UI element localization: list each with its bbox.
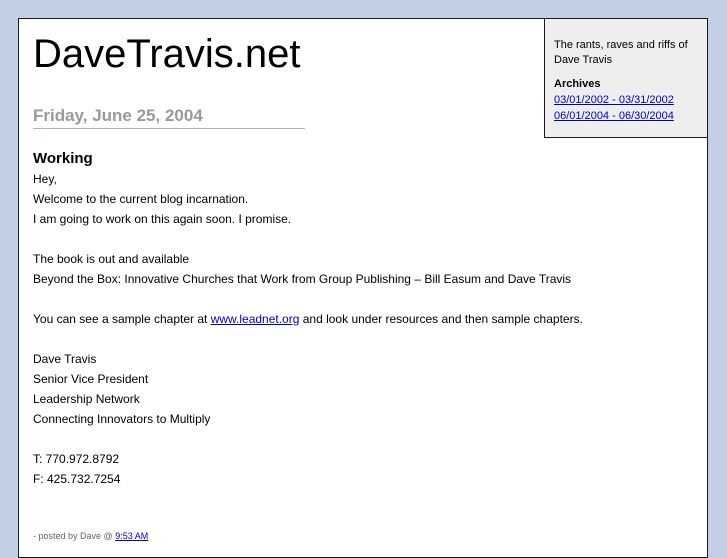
post-line: Hey,	[33, 172, 57, 186]
blog-title: DaveTravis.net	[33, 32, 301, 76]
signature-fax: F: 425.732.7254	[33, 472, 121, 486]
archive-link-2002-03[interactable]: 03/01/2002 - 03/31/2002	[554, 94, 674, 106]
signature-slogan: Connecting Innovators to Multiply	[33, 412, 211, 426]
post-date-header: Friday, June 25, 2004	[33, 106, 305, 129]
signature-phone: T: 770.972.8792	[33, 452, 120, 466]
leadnet-link[interactable]: www.leadnet.org	[210, 312, 300, 326]
post-blank-line	[33, 329, 633, 349]
archives-heading: Archives	[554, 78, 601, 90]
post-line-book-title: Beyond the Box: Innovative Churches that Work from Group Publishing – Bill Easum and Dave Travis	[33, 272, 572, 286]
post-body	[33, 169, 633, 489]
post-line: Welcome to the current blog incarnation.	[33, 192, 249, 206]
archive-list-item	[554, 92, 700, 108]
post-permalink-time[interactable]: 9:53 AM	[115, 531, 149, 541]
sample-chapter-text-after: and look under resources and then sample chapters.	[299, 312, 583, 326]
post-blank-line	[33, 289, 633, 309]
blog-tagline: The rants, raves and riffs of Dave Travis	[554, 39, 688, 66]
signature-organization: Leadership Network	[33, 392, 140, 406]
post-line: I am going to work on this again soon. I promise.	[33, 212, 292, 226]
signature-name: Dave Travis	[33, 352, 97, 366]
post-blank-line	[33, 429, 633, 449]
post-title: Working	[33, 150, 93, 167]
post-line-sample-chapter	[33, 309, 633, 329]
post-line: The book is out and available	[33, 252, 190, 266]
sample-chapter-text-before: You can see a sample chapter at	[33, 312, 211, 326]
signature-title: Senior Vice President	[33, 372, 149, 386]
post-blank-line	[33, 229, 633, 249]
archive-link-2004-06[interactable]: 06/01/2004 - 06/30/2004	[554, 110, 674, 122]
sidebar	[544, 18, 708, 138]
page-container	[18, 18, 708, 558]
post-footer	[33, 531, 148, 541]
archive-list	[554, 92, 700, 124]
archive-list-item	[554, 108, 700, 124]
posted-by-text: - posted by Dave @	[33, 531, 116, 541]
